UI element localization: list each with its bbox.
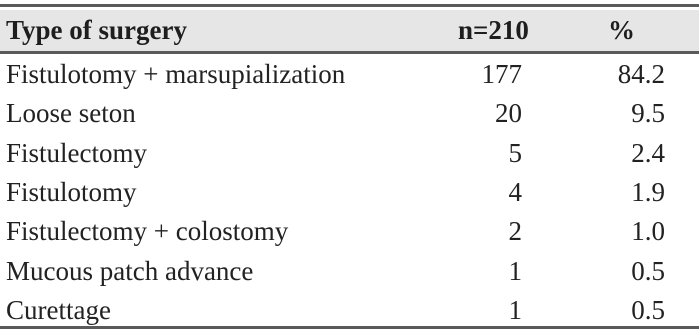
table-row <box>0 55 699 94</box>
header-n: n=210 <box>458 15 529 45</box>
cell-type-of-surgery: Fistulectomy + colostomy <box>6 216 289 247</box>
cell-type-of-surgery: Mucous patch advance <box>6 255 254 286</box>
table-row <box>0 212 699 251</box>
cell-percent: 9.5 <box>631 98 665 129</box>
header-type-of-surgery: Type of surgery <box>6 15 187 45</box>
cell-type-of-surgery: Curettage <box>6 294 111 325</box>
cell-percent: 1.0 <box>631 216 665 247</box>
cell-type-of-surgery: Loose seton <box>6 98 136 129</box>
cell-n: 177 <box>481 59 522 89</box>
cell-n: 4 <box>508 176 522 207</box>
table-header-rule <box>0 51 699 54</box>
cell-percent: 0.5 <box>631 294 665 325</box>
cell-n: 5 <box>508 137 522 168</box>
table-row <box>0 94 699 133</box>
table-row <box>0 252 699 291</box>
table-row <box>0 134 699 173</box>
cell-type-of-surgery: Fistulectomy <box>6 137 147 168</box>
table-row <box>0 173 699 212</box>
cell-percent: 2.4 <box>631 137 665 168</box>
table-top-rule <box>0 4 699 7</box>
cell-percent: 84.2 <box>617 59 665 89</box>
cell-percent: 0.5 <box>631 255 665 286</box>
cell-n: 2 <box>508 216 522 247</box>
table-row <box>0 291 699 330</box>
cell-n: 1 <box>508 255 522 286</box>
table-header-row <box>0 10 699 51</box>
cell-type-of-surgery: Fistulotomy <box>6 176 137 207</box>
cell-n: 20 <box>495 98 522 129</box>
cell-percent: 1.9 <box>631 176 665 207</box>
cell-type-of-surgery: Fistulotomy + marsupialization <box>6 59 346 89</box>
table-bottom-rule <box>0 326 699 329</box>
header-percent: % <box>608 15 635 45</box>
cell-n: 1 <box>508 294 522 325</box>
